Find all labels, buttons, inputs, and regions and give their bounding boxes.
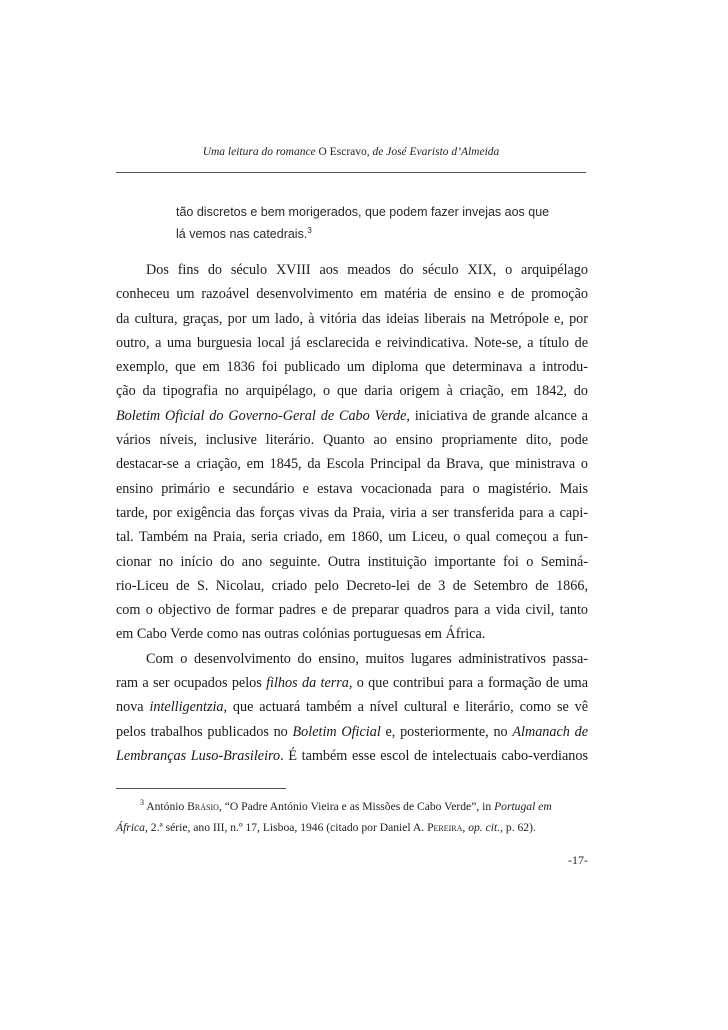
footnote-italic: op. cit. bbox=[468, 821, 501, 834]
block-quote bbox=[176, 201, 576, 245]
footnote-italic: África bbox=[116, 821, 145, 834]
body-line: ção da tipografia no arquipélago, o que daria origem à criação, em 1842, do bbox=[116, 383, 588, 400]
body-line: em Cabo Verde como nas outras colónias portuguesas em África. bbox=[116, 626, 486, 643]
footnote-text: António bbox=[146, 800, 188, 813]
header-prefix: Uma leitura do romance bbox=[202, 146, 316, 158]
body-line: Dos fins do século XVIII aos meados do século XIX, o arquipélago bbox=[146, 262, 588, 278]
body-line: da cultura, graças, por um lado, à vitória das ideias liberais na Metrópole e, por bbox=[116, 310, 588, 327]
body-line: tarde, por exigência das forças vivas da Praia, viria a ser transferida para a capi- bbox=[116, 504, 588, 521]
body-italic: Lembranças Luso-Brasileiro bbox=[116, 747, 281, 764]
body-line: destacar-se a criação, em 1845, da Escola Principal da Brava, que ministrava o bbox=[116, 456, 588, 473]
body-text-run: pelos trabalhos publicados no bbox=[116, 723, 293, 740]
body-italic: intelligentzia bbox=[149, 699, 224, 716]
footnote-text: , “O Padre António Vieira e as Missões de Cabo Verde”, in bbox=[218, 800, 495, 813]
body-text-run: , que actuará também a nível cultural e literário, como se vê bbox=[223, 699, 588, 716]
header-rule bbox=[116, 172, 586, 173]
quote-line-text: lá vemos nas catedrais. bbox=[176, 227, 308, 241]
body-line: vários níveis, inclusive literário. Quanto ao ensino propriamente dito, pode bbox=[116, 432, 588, 449]
header-author: , de José Evaristo d’Almeida bbox=[366, 146, 500, 158]
footnote bbox=[116, 796, 590, 838]
footnote-number: 3 bbox=[140, 798, 144, 807]
body-italic: filhos da terra bbox=[266, 675, 349, 692]
running-header bbox=[116, 146, 586, 158]
footnote-line bbox=[116, 796, 590, 817]
footnote-text: , bbox=[462, 821, 469, 834]
page-number: -17- bbox=[568, 853, 588, 867]
body-italic: Boletim Oficial do Governo-Geral de Cabo Verde bbox=[116, 407, 407, 424]
body-line: exemplo, que em 1836 foi publicado um diploma que determinava a introdu- bbox=[116, 359, 588, 376]
body-text bbox=[116, 258, 588, 768]
body-line bbox=[116, 404, 588, 428]
body-line: com o objectivo de formar padres e de preparar quadros para a vida civil, tanto bbox=[116, 602, 588, 619]
body-line bbox=[116, 671, 588, 695]
footnote-italic: Portugal em bbox=[494, 800, 552, 813]
body-line: rio-Liceu de S. Nicolau, criado pelo Decreto-lei de 3 de Setembro de 1866, bbox=[116, 577, 588, 594]
body-text-run: nova bbox=[116, 699, 150, 716]
body-line: Com o desenvolvimento do ensino, muitos lugares administrativos passa- bbox=[146, 650, 588, 667]
body-line: conheceu um razoável desenvolvimento em matéria de ensino e de promoção bbox=[116, 286, 588, 303]
footnote-author: Brásio bbox=[187, 800, 219, 813]
header-book-title: O Escravo bbox=[318, 146, 367, 158]
footnote-text: , p. 62). bbox=[500, 821, 536, 834]
body-line: cionar no início do ano seguinte. Outra instituição importante foi o Seminá- bbox=[116, 553, 588, 570]
body-text-run: , o que contribui para a formação de uma bbox=[348, 675, 588, 692]
body-line bbox=[116, 744, 588, 768]
body-text-run: . É também esse escol de intelectuais cabo-verdianos bbox=[280, 747, 588, 764]
footnote-ref: 3 bbox=[307, 226, 312, 235]
footnote-text: , 2.ª série, ano III, n.º 17, Lisboa, 1946 (citado por Daniel A. bbox=[144, 821, 428, 834]
footnote-rule bbox=[116, 788, 286, 789]
body-text-run: ram a ser ocupados pelos bbox=[116, 675, 267, 692]
quote-line bbox=[176, 223, 576, 245]
body-line bbox=[116, 695, 588, 719]
footnote-line bbox=[116, 817, 590, 838]
body-line: tal. Também na Praia, seria criado, em 1860, um Liceu, o qual começou a fun- bbox=[116, 529, 588, 546]
body-line bbox=[116, 720, 588, 744]
body-text-run: e, posteriormente, no bbox=[380, 723, 513, 740]
body-italic: Boletim Oficial bbox=[292, 723, 381, 740]
footnote-author: Pereira bbox=[427, 821, 463, 834]
body-line: outro, a uma burguesia local já esclarecida e reivindicativa. Note-se, a título de bbox=[116, 334, 588, 351]
quote-line: tão discretos e bem morigerados, que podem fazer invejas aos que bbox=[176, 205, 550, 219]
body-line: ensino primário e secundário e estava vocacionada para o magistério. Mais bbox=[116, 480, 588, 497]
body-italic: Almanach de bbox=[512, 723, 588, 740]
body-text-run: , iniciativa de grande alcance a bbox=[406, 407, 588, 424]
